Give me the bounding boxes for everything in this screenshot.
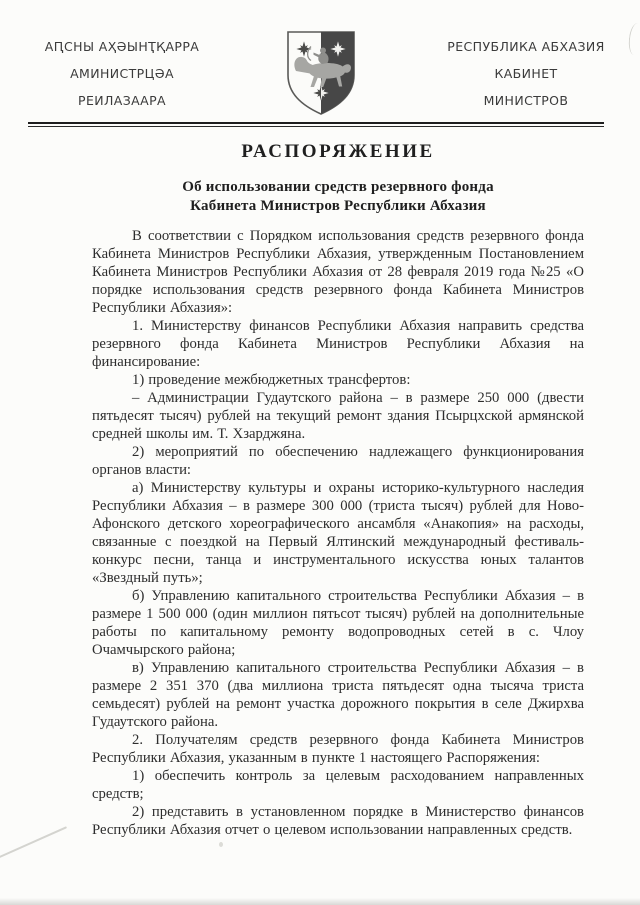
header-russian-line: РЕСПУБЛИКА АБХАЗИЯ [447,39,605,54]
paragraph-item-1-2: 2) мероприятий по обеспечению надлежащего функционирования органов власти: [92,444,584,478]
document-subtitle [92,178,584,216]
scan-streak-artifact [0,826,67,860]
header-abkhaz-line: АМИНИСТРЦӘА [70,66,174,81]
subtitle-line: Кабинета Министров Республики Абхазия [190,198,486,214]
header-russian-block [438,40,614,121]
coat-of-arms-icon [284,29,358,117]
paragraph-item-2-1: 1) обеспечить контроль за целевым расходованием направленных средств; [92,768,584,802]
paragraph-item-2-2: 2) представить в установленном порядке в Министерство финансов Республики Абхазия отчет о целевом использовании направленных средств. [92,804,584,838]
paragraph-item-1: 1. Министерству финансов Республики Абхазия направить средства резервного фонда Кабинета Министров Республики Абхазия на финансирование: [92,318,584,370]
scan-bottom-shadow [0,898,640,905]
subtitle-line: Об использовании средств резервного фонда [182,179,494,195]
abkhazia-shield-emblem [284,29,358,117]
scan-curve-artifact [627,22,640,55]
paragraph-item-b: б) Управлению капитального строительства Республики Абхазия – в размере 1 500 000 (один миллион пятьсот тысяч) рублей на дополнительные работы по капитальному ремонту водопроводных сетей в с. Члоу Очамчырского района; [92,588,584,658]
paragraph-item-a: а) Министерству культуры и охраны историко-культурного наследия Республики Абхазия – в размере 300 000 (триста тысяч) рублей для Ново-Афонского детского хореографического ансамбля «Анакопия» на расходы, связанные с поездкой на Первый Ялтинский международный фестиваль-конкурс песни, танца и инструментального искусства юных талантов «Звездный путь»; [92,480,584,586]
paragraph-item-2: 2. Получателям средств резервного фонда Кабинета Министров Республики Абхазия, указанным в пункте 1 настоящего Распоряжения: [92,732,584,766]
header-russian-line: КАБИНЕТ [494,66,558,81]
header-abkhaz-line: АԤСНЫ АҲӘЫНҬҚАРРА [44,39,200,54]
paragraph-item-1-1: 1) проведение межбюджетных трансфертов: [132,372,411,388]
header-divider-rule [28,122,604,127]
scan-smudge-artifact [219,842,223,847]
header-abkhaz-block [22,40,222,121]
paragraph-preamble: В соответствии с Порядком использования средств резервного фонда Кабинета Министров Республики Абхазия, утвержденным Постановлением Кабинета Министров Республики Абхазия от 28 февраля 2019 года №25 «О порядке использования средств резервного фонда Кабинета Министров Республики Абхазия»: [92,228,584,316]
document-title: РАСПОРЯЖЕНИЕ [241,141,435,162]
paragraph-item-v: в) Управлению капитального строительства Республики Абхазия – в размере 2 351 370 (два миллиона триста пятьдесят одна тысяча триста семьдесят) рублей на ремонт участка дорожного покрытия в селе Джирхва Гудаутского района. [92,660,584,730]
header-abkhaz-line: РЕИЛАЗААРА [78,93,166,108]
document-body [92,141,584,839]
paragraph-transfer-gudauta: – Администрации Гудаутского района – в размере 250 000 (двести пятьдесят тысяч) рублей на текущий ремонт здания Псырцхской армянской средней школы им. Т. Хзарджяна. [92,390,584,442]
header-russian-line: МИНИСТРОВ [483,93,569,108]
